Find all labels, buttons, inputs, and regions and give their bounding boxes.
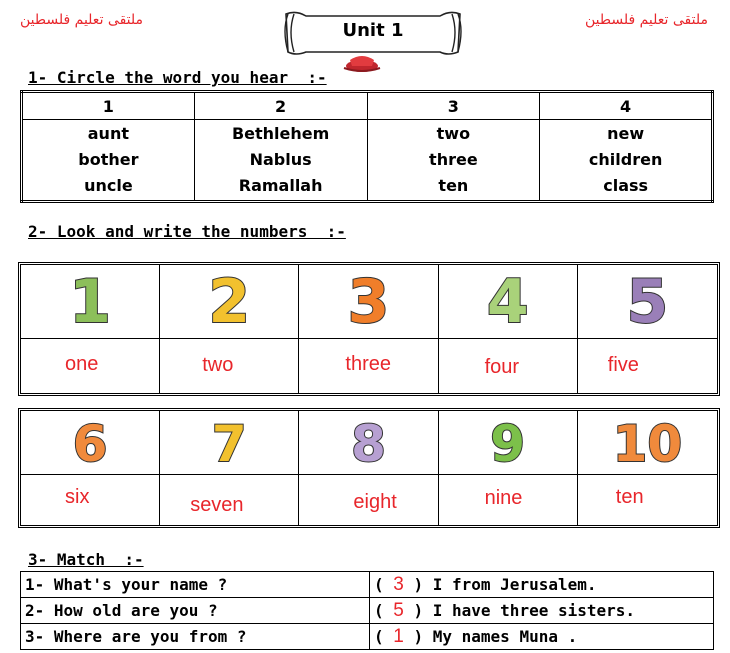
digit-cell [21, 411, 160, 475]
digit-cell [439, 411, 578, 475]
digit-6-image: 6 [72, 415, 108, 473]
word-option[interactable]: Bethlehem [231, 124, 330, 143]
written-number: nine [484, 487, 523, 509]
answer: ( 5 ) I have three sisters. [370, 598, 714, 624]
answer: ( 1 ) My names Muna . [370, 624, 714, 650]
question: 2- How old are you ? [21, 598, 370, 624]
word-option[interactable]: children [588, 150, 663, 169]
digit-cell [160, 411, 299, 475]
unit-title: Unit 1 [342, 20, 404, 41]
digit-9-image: 9 [490, 415, 526, 473]
answer-text: My names Muna . [423, 626, 578, 646]
answer-cell[interactable] [439, 339, 578, 393]
column-header: 3 [367, 92, 540, 120]
match-table [20, 571, 714, 650]
table-row [22, 120, 713, 202]
answer-text: I from Jerusalem. [423, 574, 597, 594]
word-option[interactable]: class [603, 176, 649, 195]
digit-cell [21, 265, 160, 339]
written-number: ten [615, 486, 644, 508]
word-option[interactable]: new [607, 124, 645, 143]
column-header: 2 [194, 92, 367, 120]
answer-number[interactable]: 5 [393, 599, 404, 621]
digit-cell [578, 265, 717, 339]
written-number: eight [353, 491, 397, 513]
word-group-1 [22, 120, 195, 202]
word-option[interactable]: aunt [87, 124, 129, 143]
section2-heading: 2- Look and write the numbers :- [28, 222, 346, 241]
written-number: two [202, 354, 234, 376]
digit-cell [578, 411, 717, 475]
word-group-3 [367, 120, 540, 202]
answer-cell[interactable] [439, 475, 578, 525]
digit-cell [439, 265, 578, 339]
numbers-table-1-5 [18, 262, 720, 396]
table-row [21, 598, 714, 624]
written-number: four [484, 356, 520, 378]
answer-cell[interactable] [299, 475, 438, 525]
digit-cell [299, 265, 438, 339]
answer-cell[interactable] [160, 339, 299, 393]
section3-heading: 3- Match :- [28, 550, 144, 569]
word-option[interactable]: bother [78, 150, 139, 169]
answer-cell[interactable] [21, 339, 160, 393]
answer-cell[interactable] [160, 475, 299, 525]
column-header: 4 [540, 92, 713, 120]
answer-cell[interactable] [299, 339, 438, 393]
answer-number[interactable]: 1 [393, 625, 404, 647]
section1-heading: 1- Circle the word you hear :- [28, 68, 327, 87]
word-group-4 [540, 120, 713, 202]
word-option[interactable]: Nablus [249, 150, 312, 169]
digit-5-image: 5 [626, 267, 669, 337]
written-number: five [607, 354, 639, 376]
digit-2-image: 2 [208, 267, 251, 337]
written-number: seven [190, 494, 244, 516]
answer: ( 3 ) I from Jerusalem. [370, 572, 714, 598]
digit-3-image: 3 [347, 267, 390, 337]
digit-8-image: 8 [351, 415, 386, 473]
word-option[interactable]: uncle [84, 176, 133, 195]
watermark-left: ملتقى تعليم فلسطين [20, 12, 144, 28]
digit-4-image: 4 [486, 267, 529, 337]
word-option[interactable]: two [436, 124, 471, 143]
written-number: one [65, 353, 99, 375]
answer-cell[interactable] [21, 475, 160, 525]
watermark-right: ملتقى تعليم فلسطين [584, 12, 708, 28]
question: 1- What's your name ? [21, 572, 370, 598]
digit-cell [299, 411, 438, 475]
column-header: 1 [22, 92, 195, 120]
table-header-row [22, 92, 713, 120]
word-option[interactable]: three [429, 150, 478, 169]
written-number: three [345, 353, 391, 375]
written-number: six [65, 486, 90, 508]
table-row [21, 624, 714, 650]
answer-cell[interactable] [578, 339, 717, 393]
digit-cell [160, 265, 299, 339]
numbers-table-6-10 [18, 408, 720, 528]
digit-7-image: 7 [211, 415, 247, 473]
digit-1-image: 1 [69, 267, 111, 337]
digit-10-image: 10 [612, 415, 683, 473]
answer-text: I have three sisters. [423, 600, 636, 620]
word-group-2 [194, 120, 367, 202]
word-option[interactable]: ten [438, 176, 469, 195]
circle-word-table [20, 90, 714, 203]
table-row [21, 572, 714, 598]
answer-number[interactable]: 3 [393, 573, 404, 595]
question: 3- Where are you from ? [21, 624, 370, 650]
word-option[interactable]: Ramallah [238, 176, 323, 195]
answer-cell[interactable] [578, 475, 717, 525]
